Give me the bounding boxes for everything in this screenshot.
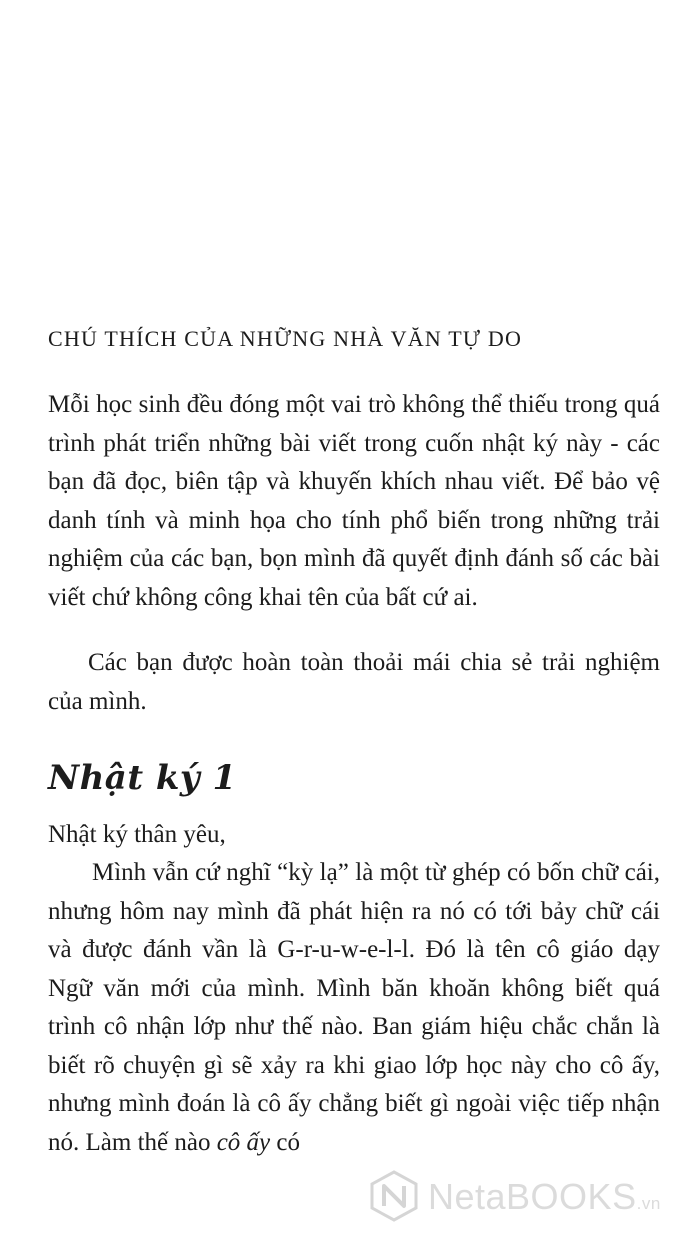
diary-entry-title: Nhật ký 1 [48,758,237,798]
diary-salutation: Nhật ký thân yêu, [48,821,226,848]
diary-body-end: có [270,1128,301,1156]
intro-paragraph: Mỗi học sinh đều đóng một vai trò không thể thiếu trong quá trình phát triển những bài viết trong cuốn nhật ký này - các bạn đã đọc, biên tập và khuyến khích nhau viết. Để bảo vệ danh tính và minh họa cho tính phổ biến trong những trải nghiệm của các bạn, bọn mình đã quyết định đánh số các bài viết chứ không công khai tên của bất cứ ai. [48,391,660,611]
diary-body [48,854,660,1162]
section-title: CHÚ THÍCH CỦA NHỮNG NHÀ VĂN TỰ DO [48,326,523,351]
diary-body-emphasis: cô ấy [216,1128,271,1156]
diary-body-text: Mình vẫn cứ nghĩ “kỳ lạ” là một từ ghép có bốn chữ cái, nhưng hôm nay mình đã phát hiện ra nó có tới bảy chữ cái và được đánh vần là G-r-u-w-e-l-l. Đó là tên cô giáo dạy Ngữ văn mới của mình. Mình băn khoăn không biết quá trình cô nhận lớp như thế nào. Ban giám hiệu chắc chắn là biết rõ chuyện gì sẽ xảy ra khi giao lớp học này cho cô ấy, nhưng mình đoán là cô ấy chẳng biết gì ngoài việc tiếp nhận nó. Làm thế nào [48,859,660,1156]
watermark [368,1170,688,1228]
neta-logo-icon [368,1170,420,1222]
watermark-text [428,1176,661,1218]
intro-paragraph-2: Các bạn được hoàn toàn thoải mái chia sẻ trải nghiệm của mình. [48,649,660,715]
watermark-suffix: .vn [636,1194,661,1213]
watermark-brand: NetaBOOKS [428,1176,637,1217]
